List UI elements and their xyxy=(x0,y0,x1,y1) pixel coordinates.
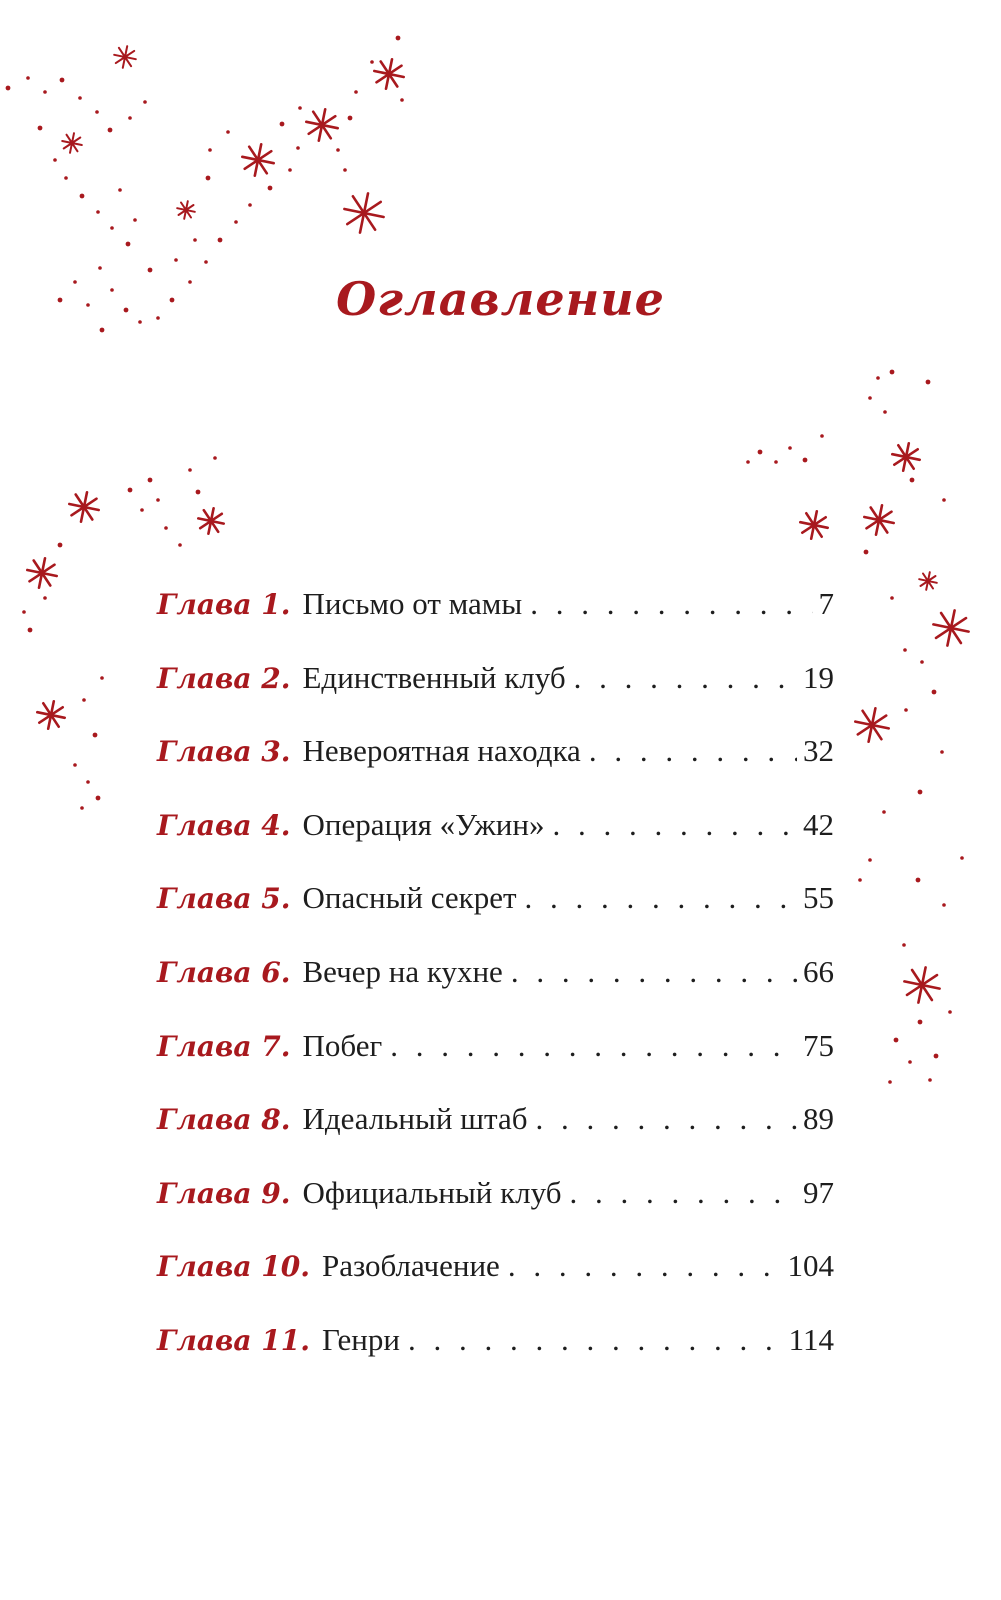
dot-icon xyxy=(396,36,401,41)
dot-icon xyxy=(100,328,105,333)
page-number: 104 xyxy=(787,1248,834,1284)
dot-icon xyxy=(164,526,168,530)
dot-icon xyxy=(234,220,238,224)
dot-icon xyxy=(196,490,201,495)
dot-icon xyxy=(336,148,340,152)
dot-icon xyxy=(80,194,85,199)
dot-icon xyxy=(58,543,63,548)
star-icon xyxy=(27,558,56,587)
dot-icon xyxy=(206,176,211,181)
star-icon xyxy=(69,492,98,521)
dot-icon xyxy=(110,226,114,230)
star-icon xyxy=(114,46,136,68)
dot-icon xyxy=(894,1038,899,1043)
dot-icon xyxy=(174,258,178,262)
dot-icon xyxy=(296,146,300,150)
dot-icon xyxy=(890,370,895,375)
dot-icon xyxy=(86,780,90,784)
page-number: 32 xyxy=(803,733,834,769)
dot-icon xyxy=(882,810,886,814)
dot-icon xyxy=(188,468,192,472)
dot-icon xyxy=(354,90,358,94)
dot-icon xyxy=(118,188,122,192)
toc-entry[interactable] xyxy=(157,1028,834,1102)
dot-icon xyxy=(910,478,915,483)
chapter-label: Глава 5. xyxy=(157,882,291,916)
dot-icon xyxy=(858,878,862,882)
chapter-label: Глава 3. xyxy=(157,735,291,769)
chapter-label: Глава 9. xyxy=(157,1176,291,1210)
chapter-title: Операция «Ужин» xyxy=(302,806,545,842)
chapter-label: Глава 7. xyxy=(157,1029,291,1063)
dot-leader xyxy=(530,586,812,622)
dot-icon xyxy=(96,796,101,801)
toc-entry[interactable] xyxy=(157,733,834,807)
dot-icon xyxy=(226,130,230,134)
page-number: 114 xyxy=(788,1321,834,1357)
toc-entry[interactable] xyxy=(157,1322,834,1396)
star-icon xyxy=(62,133,82,153)
chapter-title: Невероятная находка xyxy=(302,733,581,769)
dot-icon xyxy=(93,733,98,738)
dot-icon xyxy=(108,128,113,133)
toc-entry[interactable] xyxy=(157,660,834,734)
dot-icon xyxy=(143,100,147,104)
dot-icon xyxy=(133,218,137,222)
dot-icon xyxy=(400,98,404,102)
dot-icon xyxy=(28,628,33,633)
dot-leader xyxy=(390,1028,797,1064)
star-icon xyxy=(198,508,223,533)
star-icon xyxy=(892,443,919,470)
star-icon xyxy=(177,201,195,219)
dot-icon xyxy=(774,460,778,464)
dot-icon xyxy=(64,176,68,180)
dot-icon xyxy=(218,238,223,243)
chapter-title: Письмо от мамы xyxy=(302,586,523,621)
dot-icon xyxy=(128,488,133,493)
dot-icon xyxy=(128,116,132,120)
toc-entry[interactable] xyxy=(157,1101,834,1175)
page-number: 89 xyxy=(803,1101,834,1137)
dot-icon xyxy=(204,260,208,264)
chapter-label: Глава 4. xyxy=(157,808,291,842)
page-number: 42 xyxy=(803,806,834,842)
dot-icon xyxy=(43,596,47,600)
dot-icon xyxy=(932,690,937,695)
toc-entry[interactable] xyxy=(157,954,834,1028)
chapter-title: Вечер на кухне xyxy=(302,953,503,989)
dot-icon xyxy=(940,750,944,754)
dot-icon xyxy=(82,698,86,702)
star-icon xyxy=(919,572,937,590)
dot-leader xyxy=(511,954,797,990)
dot-icon xyxy=(902,943,906,947)
dot-icon xyxy=(942,903,946,907)
dot-icon xyxy=(73,763,77,767)
dot-icon xyxy=(95,110,99,114)
star-icon xyxy=(933,610,968,645)
chapter-label: Глава 2. xyxy=(157,661,291,695)
chapter-title: Генри xyxy=(321,1321,400,1357)
dot-icon xyxy=(942,498,946,502)
chapter-title: Опасный секрет xyxy=(302,880,517,916)
dot-icon xyxy=(920,660,924,664)
toc-entry[interactable] xyxy=(157,880,834,954)
dot-leader xyxy=(536,1101,797,1137)
dot-icon xyxy=(178,543,182,547)
dot-icon xyxy=(370,60,374,64)
chapter-title: Единственный клуб xyxy=(302,659,566,695)
dot-icon xyxy=(213,456,217,460)
dot-icon xyxy=(78,96,82,100)
dot-icon xyxy=(960,856,964,860)
star-icon xyxy=(855,708,888,741)
dot-leader xyxy=(553,807,798,843)
dot-icon xyxy=(934,1054,939,1059)
dot-icon xyxy=(6,86,11,91)
dot-leader xyxy=(589,733,797,769)
dot-leader xyxy=(574,660,797,696)
dot-icon xyxy=(248,203,252,207)
dot-icon xyxy=(156,498,160,502)
dot-icon xyxy=(98,266,102,270)
chapter-title: Разоблачение xyxy=(321,1248,500,1284)
dot-icon xyxy=(926,380,931,385)
dot-icon xyxy=(140,508,144,512)
dot-icon xyxy=(26,76,30,80)
dot-icon xyxy=(148,478,153,483)
star-icon xyxy=(37,701,64,728)
dot-icon xyxy=(876,376,880,380)
dot-icon xyxy=(100,676,104,680)
dot-icon xyxy=(126,242,131,247)
dot-icon xyxy=(948,1010,952,1014)
dot-icon xyxy=(908,1060,912,1064)
dot-icon xyxy=(348,116,353,121)
dot-icon xyxy=(96,210,100,214)
dot-icon xyxy=(298,106,302,110)
toc-entry[interactable] xyxy=(157,1175,834,1249)
star-icon xyxy=(800,511,827,538)
page-number: 75 xyxy=(803,1027,834,1063)
dot-icon xyxy=(80,806,84,810)
chapter-label: Глава 1. xyxy=(157,588,291,621)
page-title: Оглавление xyxy=(336,272,665,326)
dot-icon xyxy=(22,610,26,614)
dot-icon xyxy=(38,126,43,131)
chapter-title: Официальный клуб xyxy=(302,1174,562,1210)
dot-icon xyxy=(803,458,808,463)
dot-icon xyxy=(208,148,212,152)
dot-icon xyxy=(918,790,923,795)
dot-icon xyxy=(193,238,197,242)
dot-leader xyxy=(570,1175,797,1211)
page-number: 55 xyxy=(803,880,834,916)
dot-icon xyxy=(868,858,872,862)
star-icon xyxy=(306,109,337,140)
dot-icon xyxy=(288,168,292,172)
dot-leader xyxy=(525,880,797,916)
dot-icon xyxy=(904,708,908,712)
chapter-label: Глава 8. xyxy=(157,1103,291,1137)
toc-entry[interactable] xyxy=(157,586,834,660)
table-of-contents xyxy=(157,586,834,1396)
chapter-label: Глава 10. xyxy=(157,1250,310,1284)
chapter-label: Глава 6. xyxy=(157,955,291,989)
toc-entry[interactable] xyxy=(157,807,834,881)
page-number: 66 xyxy=(803,953,834,989)
dot-icon xyxy=(903,648,907,652)
dot-icon xyxy=(43,90,47,94)
dot-icon xyxy=(60,78,65,83)
star-icon xyxy=(904,967,939,1002)
chapter-label: Глава 11. xyxy=(157,1323,310,1357)
toc-entry[interactable] xyxy=(157,1248,834,1322)
dot-leader xyxy=(408,1322,783,1358)
star-icon xyxy=(864,505,893,534)
star-icon xyxy=(242,144,273,175)
dot-icon xyxy=(888,1080,892,1084)
dot-icon xyxy=(758,450,763,455)
star-icon xyxy=(344,193,383,232)
dot-icon xyxy=(53,158,57,162)
dot-icon xyxy=(746,460,750,464)
dot-icon xyxy=(864,550,869,555)
chapter-title: Идеальный штаб xyxy=(302,1101,528,1137)
page-number: 7 xyxy=(818,586,834,621)
page-number: 97 xyxy=(803,1174,834,1210)
dot-icon xyxy=(788,446,792,450)
dot-icon xyxy=(918,1020,923,1025)
dot-icon xyxy=(280,122,285,127)
page-number: 19 xyxy=(803,659,834,695)
dot-icon xyxy=(868,396,872,400)
chapter-title: Побег xyxy=(302,1027,383,1063)
dot-icon xyxy=(883,410,887,414)
dot-icon xyxy=(268,186,273,191)
dot-icon xyxy=(890,596,894,600)
dot-leader xyxy=(508,1248,782,1284)
dot-icon xyxy=(916,878,921,883)
dot-icon xyxy=(820,434,824,438)
dot-icon xyxy=(343,168,347,172)
dot-icon xyxy=(928,1078,932,1082)
star-icon xyxy=(374,59,403,88)
